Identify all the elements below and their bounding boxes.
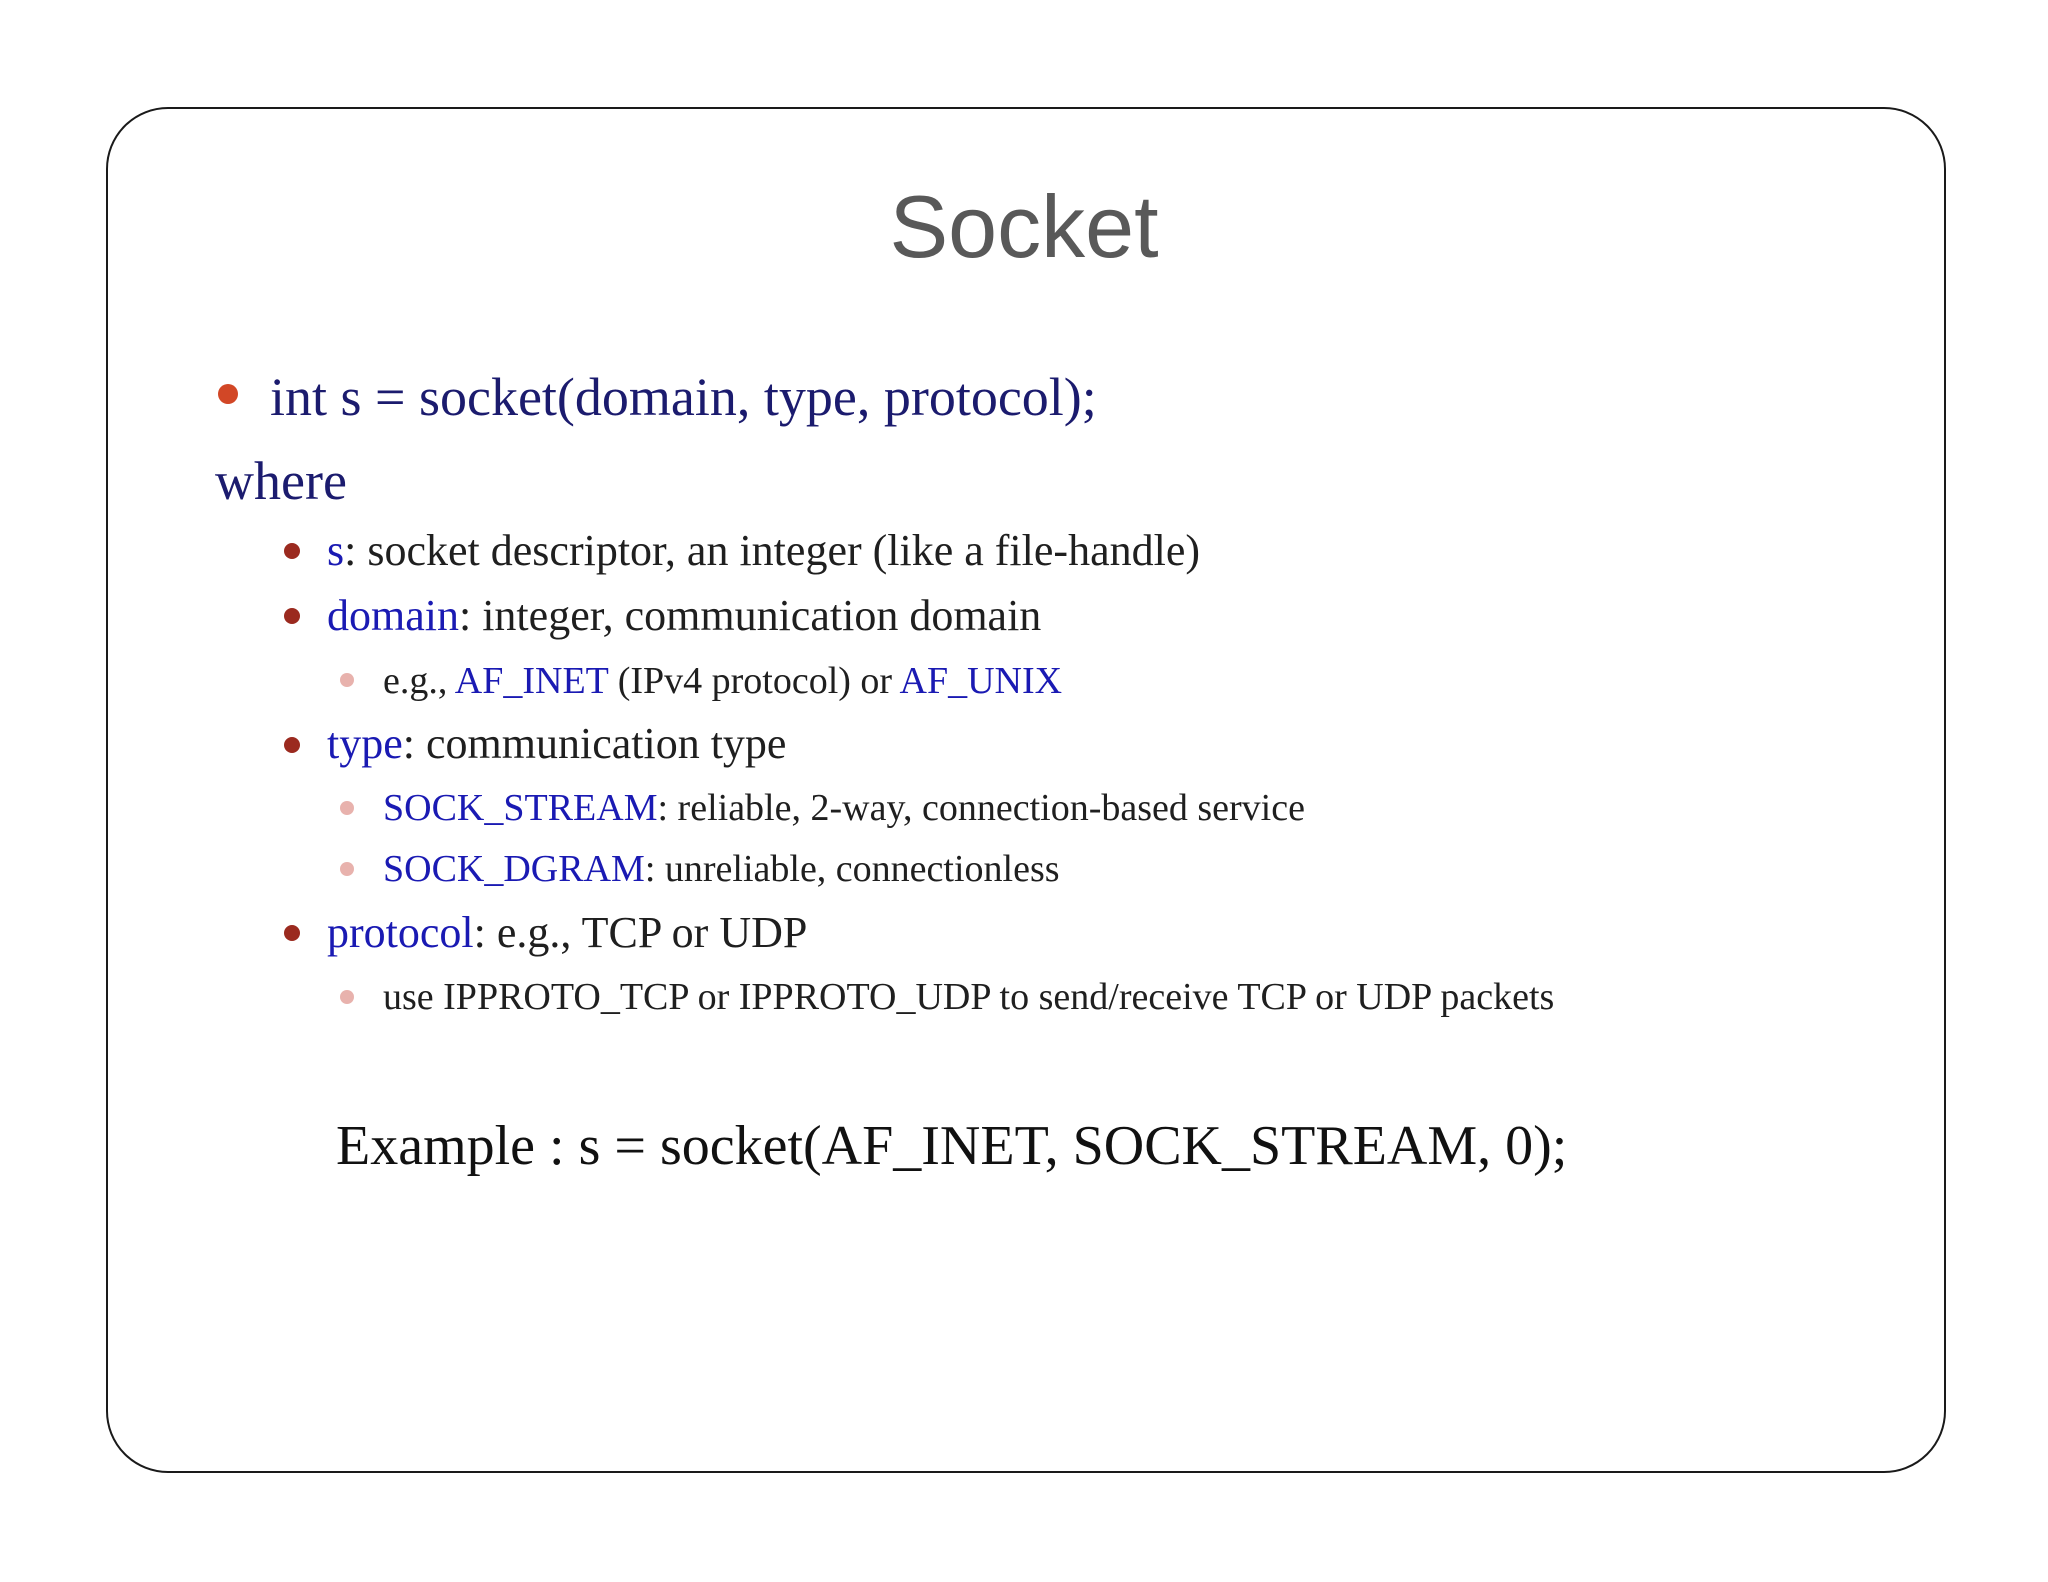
term-s: s	[327, 526, 345, 575]
bullet-level2	[284, 608, 300, 624]
term-sock-dgram: SOCK_DGRAM	[383, 848, 645, 890]
desc-protocol: : e.g., TCP or UDP	[473, 908, 808, 957]
list-item-sock-stream	[383, 782, 1305, 834]
list-item-type	[327, 714, 786, 774]
example-mid: (IPv4 protocol) or	[608, 660, 900, 702]
desc-s: : socket descriptor, an integer (like a file-handle)	[344, 526, 1200, 575]
term-type: type	[327, 719, 403, 768]
term-af-inet: AF_INET	[454, 660, 609, 702]
bullet-level2	[284, 925, 300, 941]
list-item-protocol	[327, 903, 807, 963]
desc-domain: : integer, communication domain	[458, 591, 1042, 640]
list-item-domain	[327, 586, 1041, 646]
bullet-level3	[340, 673, 354, 687]
bullet-level3	[340, 990, 354, 1004]
term-sock-stream: SOCK_STREAM	[383, 787, 658, 829]
list-item-ipproto: use IPPROTO_TCP or IPPROTO_UDP to send/receive TCP or UDP packets	[383, 976, 1555, 1018]
where-label: where	[215, 451, 347, 511]
slide-title: Socket	[889, 177, 1159, 276]
bullet-level3	[340, 801, 354, 815]
bullet-level2	[284, 543, 300, 559]
desc-type: : communication type	[402, 719, 787, 768]
bullet-level1	[218, 384, 238, 404]
desc-sock-dgram: : unreliable, connectionless	[644, 848, 1060, 890]
socket-call-line: int s = socket(domain, type, protocol);	[270, 367, 1097, 427]
bullet-level2	[284, 737, 300, 753]
bullet-level3	[340, 862, 354, 876]
desc-sock-stream: : reliable, 2-way, connection-based service	[657, 787, 1305, 829]
list-item-domain-example	[383, 655, 1062, 707]
term-domain: domain	[327, 591, 459, 640]
example-code-line: Example : s = socket(AF_INET, SOCK_STREAM, 0);	[336, 1115, 1568, 1177]
list-item-s	[327, 521, 1200, 581]
term-af-unix: AF_UNIX	[899, 660, 1063, 702]
term-protocol: protocol	[327, 908, 474, 957]
example-prefix: e.g.,	[383, 660, 455, 702]
list-item-sock-dgram	[383, 843, 1060, 895]
